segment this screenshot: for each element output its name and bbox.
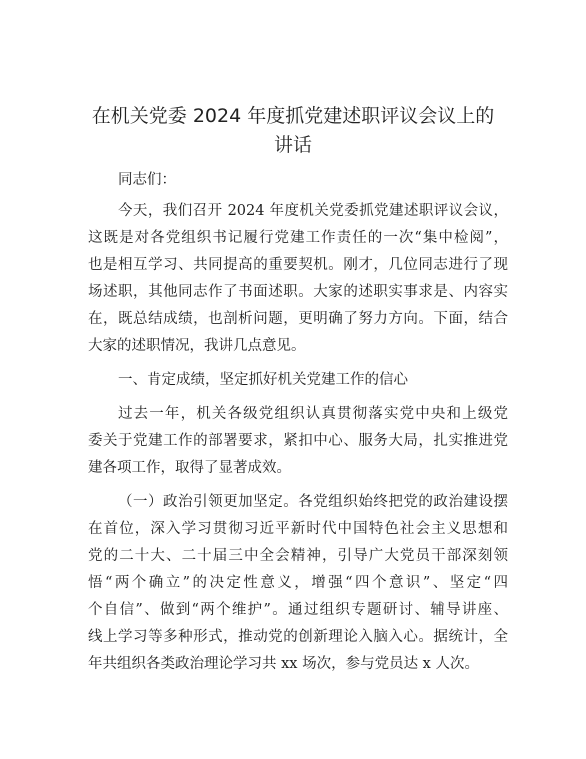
paragraph-3-line-4: 悟“两个确立”的决定性意义，增强“四个意识”、坚定“四 [88, 575, 508, 591]
paragraph-3-line-5: 个自信”、做到“两个维护”。通过组织专题研讨、辅导讲座、 [88, 602, 508, 618]
paragraph-3-line-3: 党的二十大、二十届三中全会精神，引导广大党员干部深刻领 [88, 548, 508, 564]
paragraph-1-line-1: 今天，我们召开 2024 年度机关党委抓党建述职评议会议， [118, 203, 508, 219]
paragraph-1-line-5: 在，既总结成绩，也剖析问题，更明确了努力方向。下面，结合 [88, 311, 508, 327]
document-title-line-2: 讲话 [273, 134, 312, 156]
paragraph-2-line-3: 建各项工作，取得了显著成效。 [88, 460, 291, 476]
paragraph-3-line-6: 线上学习等多种形式，推动党的创新理论入脑入心。据统计，全 [88, 629, 508, 645]
paragraph-3-line-2: 在首位，深入学习贯彻习近平新时代中国特色社会主义思想和 [88, 521, 508, 537]
paragraph-1-line-3: 也是相互学习、共同提高的重要契机。刚才，几位同志进行了现 [88, 257, 508, 273]
section-heading-1: 一、肯定成绩，坚定抓好机关党建工作的信心 [118, 372, 408, 388]
paragraph-2-line-1: 过去一年，机关各级党组织认真贯彻落实党中央和上级党 [118, 406, 508, 422]
paragraph-1-line-4: 场述职，其他同志作了书面述职。大家的述职实事求是、内容实 [88, 284, 508, 300]
document-title-line-1: 在机关党委 2024 年度抓党建述职评议会议上的 [91, 105, 495, 127]
paragraph-3-line-1: （一）政治引领更加坚定。各党组织始终把党的政治建设摆 [118, 494, 508, 510]
paragraph-3-line-7: 年共组织各类政治理论学习共 xx 场次，参与党员达 x 人次。 [88, 656, 479, 672]
paragraph-1-line-2: 这既是对各党组织书记履行党建工作责任的一次“集中检阅”， [88, 230, 508, 246]
paragraph-2-line-2: 委关于党建工作的部署要求，紧扣中心、服务大局，扎实推进党 [88, 433, 508, 449]
salutation: 同志们： [118, 172, 176, 188]
paragraph-1-line-6: 大家的述职情况，我讲几点意见。 [88, 338, 306, 354]
